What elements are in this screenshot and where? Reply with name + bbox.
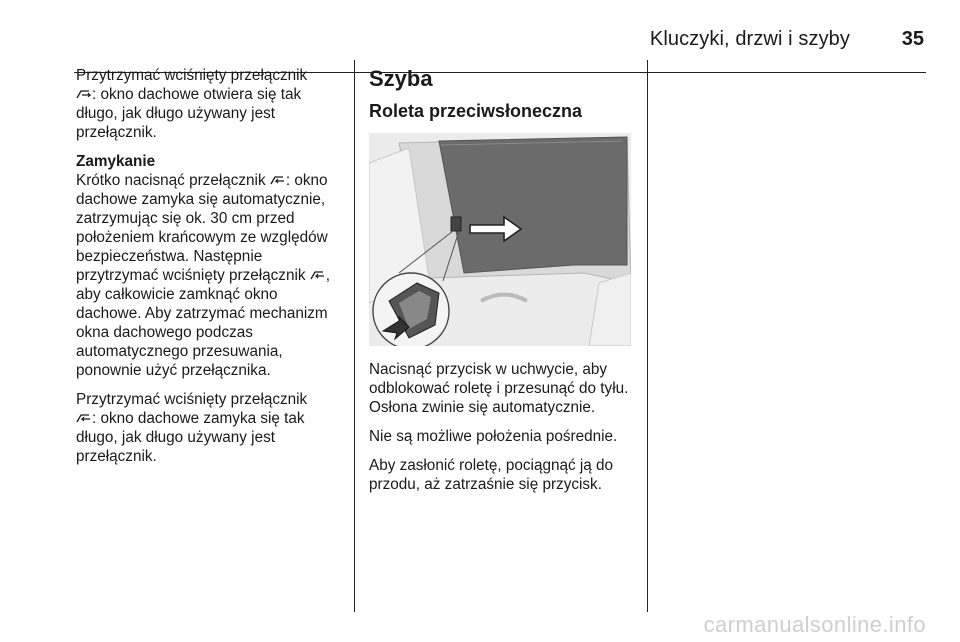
sunroof-close-icon [270,175,286,186]
paragraph-hold-prefix: Przytrzymać wciśnięty przełącznik [76,391,308,408]
sunroof-open-icon [76,89,92,100]
paragraph-close-hold [76,390,344,466]
column-divider-left [354,60,355,612]
paragraph-no-intermediate: Nie są możliwe położenia pośrednie. [369,428,618,445]
paragraph-close-prefix: Krótko nacisnąć przełącznik [76,172,266,189]
page-title: Kluczyki, drzwi i szyby [649,28,850,50]
paragraph-close-auto [76,171,344,380]
paragraph-cover: Aby zasłonić roletę, pociągnąć ją do przodu, aż zatrzaśnie się przycisk. [369,457,614,493]
paragraph-close-text-2: , aby całkowicie zamknąć okno dachowe. Aby zatrzymać mechanizm okna dachowego podczas automatycznego przesuwania, ponownie użyć przełącznika. [76,267,331,379]
paragraph-open-text: : okno dachowe otwiera się tak długo, jak długo używany jest przełącznik. [76,86,302,141]
column-2 [369,66,637,504]
section-heading-closing: Zamykanie [76,153,156,170]
column-1 [76,66,344,476]
paragraph-unlock: Nacisnąć przycisk w uchwycie, aby odblokować roletę i przesunąć do tyłu. Osłona zwinie się automatycznie. [369,361,629,416]
sunroof-close-icon [76,413,92,424]
section-title: Szyba [369,66,433,91]
sunroof-close-icon [310,270,326,281]
paragraph-close-text: : okno dachowe zamyka się automatycznie, zatrzymując się ok. 30 cm przed położeniem krańcowym ze względów bezpieczeństwa. Następnie przytrzymać wciśnięty przełącznik [76,172,328,284]
paragraph-open-prefix: Przytrzymać wciśnięty przełącznik [76,67,308,84]
paragraph-open [76,66,344,142]
page-number: 35 [901,28,924,50]
paragraph-hold-text: : okno dachowe zamyka się tak długo, jak długo używany jest przełącznik. [76,410,305,465]
section-subtitle: Roleta przeciwsłoneczna [369,101,583,121]
page-header [0,24,960,54]
watermark: carmanualsonline.info [703,612,926,637]
sunshade-illustration [369,133,631,346]
column-divider-right [647,60,648,612]
